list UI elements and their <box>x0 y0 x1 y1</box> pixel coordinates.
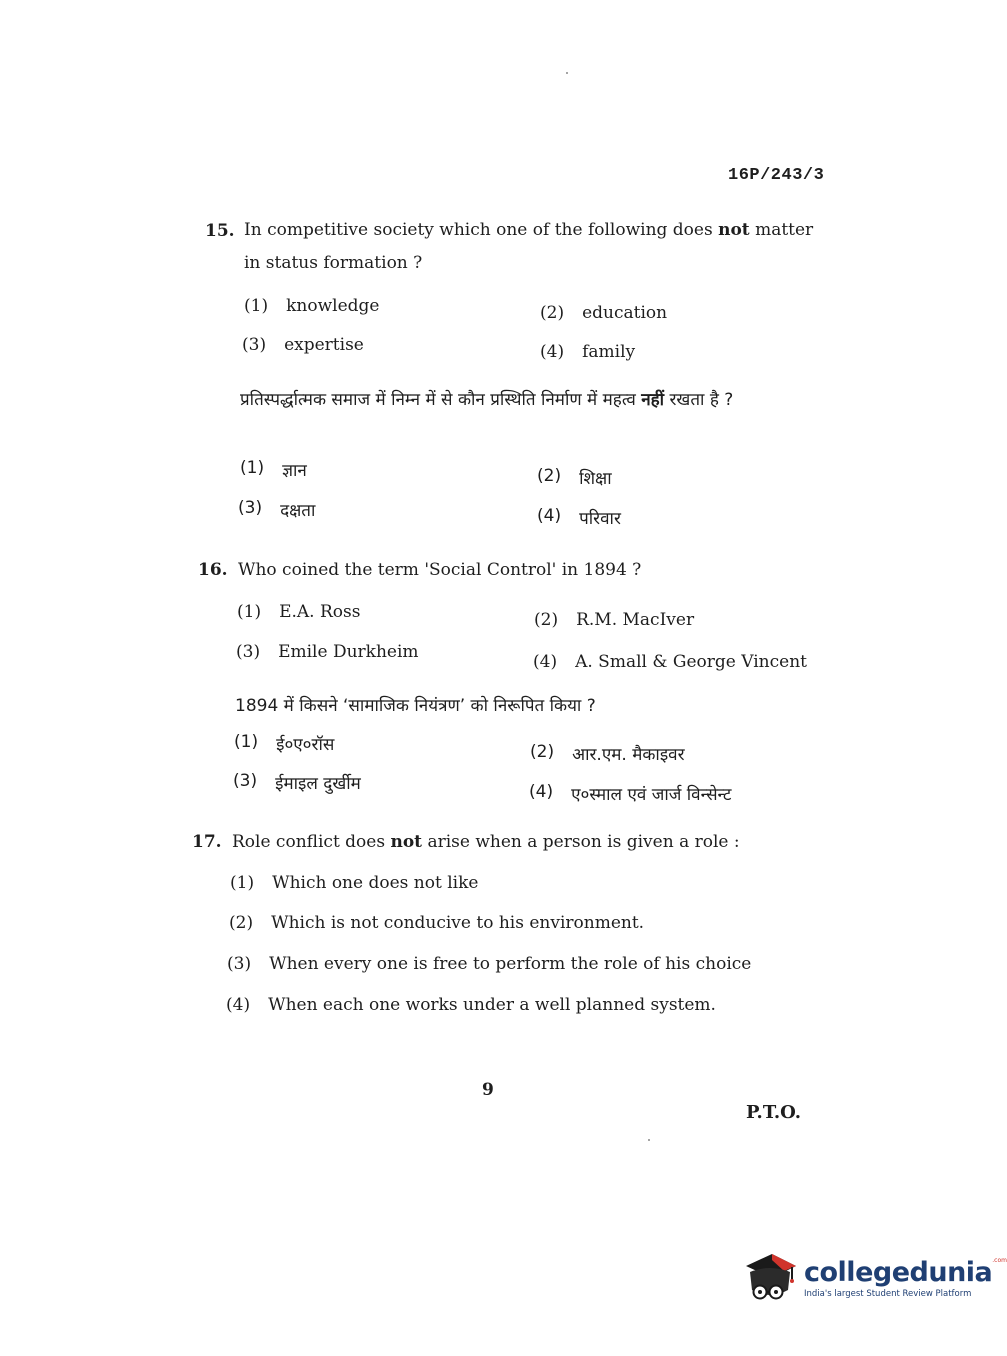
question-15-hindi-option-4[interactable]: (4) परिवार <box>537 506 621 529</box>
question-16-hindi-option-3[interactable]: (3) ईमाइल दुर्खीम <box>233 771 361 794</box>
question-16-hindi-option-4[interactable]: (4) ए०स्माल एवं जार्ज विन्सेन्ट <box>529 782 732 805</box>
question-15-hindi-option-3[interactable]: (3) दक्षता <box>238 498 316 521</box>
scan-speck <box>648 1139 650 1141</box>
logo-brand: collegedunia <box>804 1257 993 1288</box>
question-15-hindi-option-1[interactable]: (1) ज्ञान <box>240 458 307 481</box>
question-17-option-4[interactable]: (4) When each one works under a well planned system. <box>226 995 716 1015</box>
question-17-text: Role conflict does not arise when a person is given a role : <box>232 832 740 852</box>
question-15-option-3[interactable]: (3) expertise <box>242 335 364 355</box>
paper-code: 16P/243/3 <box>728 166 825 185</box>
question-15-number: 15. <box>205 221 235 241</box>
question-17-option-2[interactable]: (2) Which is not conducive to his environment. <box>229 913 645 933</box>
question-15-option-4[interactable]: (4) family <box>540 342 636 362</box>
question-17-option-3[interactable]: (3) When every one is free to perform the role of his choice <box>227 954 752 974</box>
question-16-number: 16. <box>198 560 228 580</box>
question-16-text: Who coined the term 'Social Control' in 1894 ? <box>238 560 642 580</box>
question-15-hindi-option-2[interactable]: (2) शिक्षा <box>537 466 612 489</box>
question-16-option-3[interactable]: (3) Emile Durkheim <box>236 642 419 662</box>
question-16-hindi-text: 1894 में किसने ‘सामाजिक नियंत्रण’ को निरूपित किया ? <box>235 696 596 716</box>
mascot-icon <box>742 1250 798 1306</box>
logo-com: .com <box>992 1257 1007 1264</box>
question-16-option-2[interactable]: (2) R.M. MacIver <box>534 610 695 630</box>
question-15-option-2[interactable]: (2) education <box>540 303 668 323</box>
collegedunia-logo[interactable] <box>742 1250 1007 1306</box>
question-17-option-1[interactable]: (1) Which one does not like <box>230 873 479 893</box>
question-15-hindi-text: प्रतिस्पर्द्धात्मक समाज में निम्न में से कौन प्रस्थिति निर्माण में महत्व नहीं रखता है ? <box>240 390 734 410</box>
pto-label: P.T.O. <box>746 1102 802 1123</box>
question-17-number: 17. <box>192 832 222 852</box>
scan-speck <box>566 72 568 74</box>
page-number: 9 <box>482 1080 494 1100</box>
logo-tagline: India's largest Student Review Platform <box>804 1289 972 1299</box>
question-16-hindi-option-2[interactable]: (2) आर.एम. मैकाइवर <box>530 742 685 765</box>
question-15-option-1[interactable]: (1) knowledge <box>244 296 380 316</box>
question-15-text: In competitive society which one of the following does not matter in status formation ? <box>244 220 814 273</box>
question-16-option-1[interactable]: (1) E.A. Ross <box>237 602 361 622</box>
question-16-hindi-option-1[interactable]: (1) ई०ए०रॉस <box>234 732 335 755</box>
question-16-option-4[interactable]: (4) A. Small & George Vincent <box>533 652 807 672</box>
